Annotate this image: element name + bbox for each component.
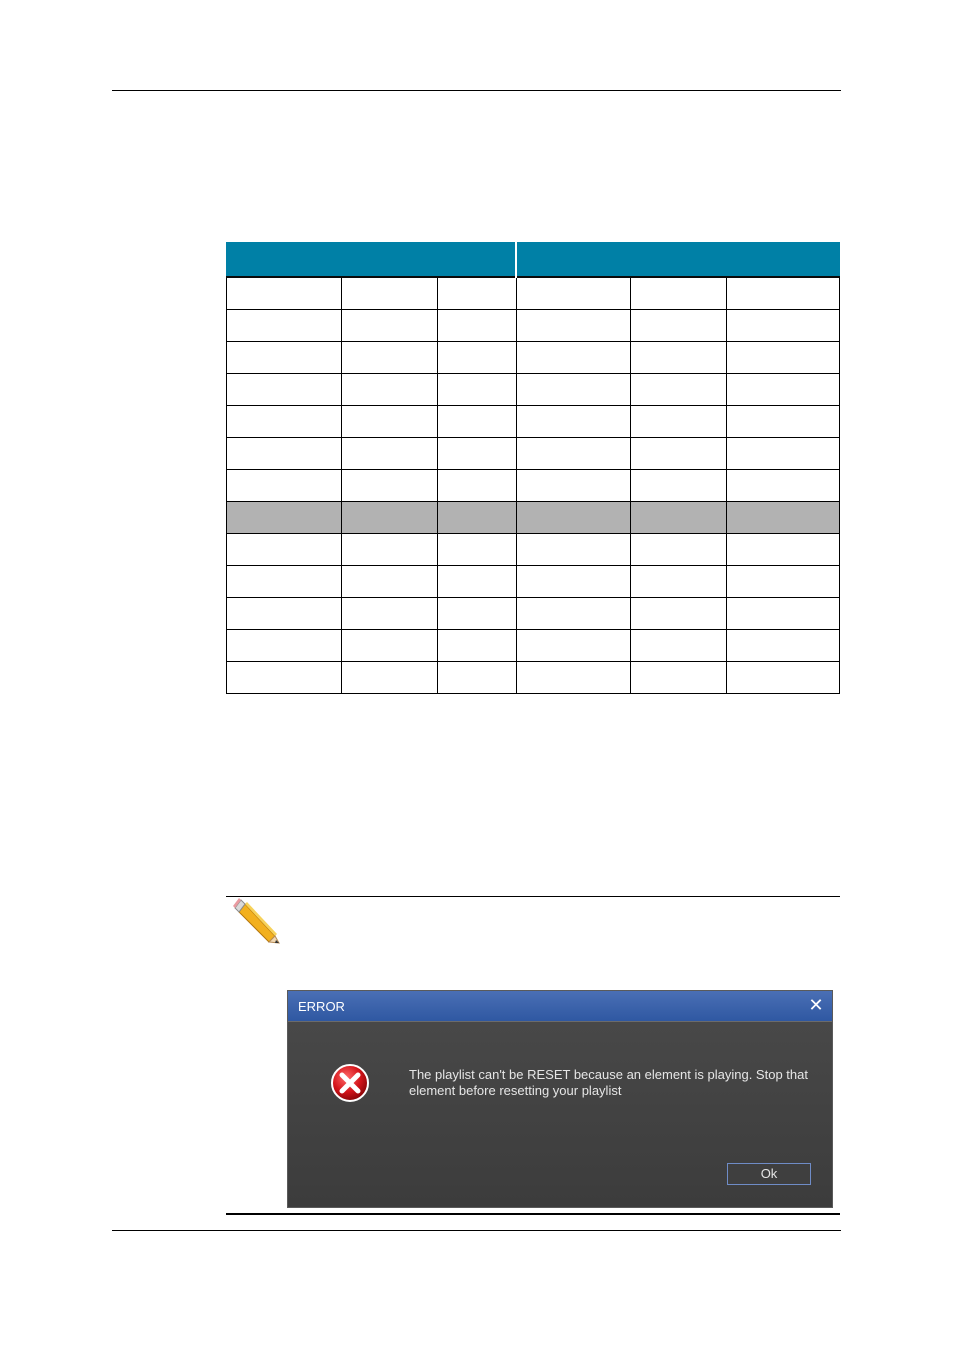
table-cell: [226, 342, 341, 374]
table-cell: [437, 502, 516, 534]
ok-button[interactable]: Ok: [727, 1163, 811, 1185]
table-cell: [516, 566, 630, 598]
table-cell: [437, 630, 516, 662]
table-cell: [226, 406, 341, 438]
table-row: [226, 598, 840, 630]
dialog-message: The playlist can't be RESET because an element is playing. Stop that element before resetting your playlist: [409, 1067, 808, 1098]
table-cell: [726, 310, 840, 342]
table-cell: [726, 406, 840, 438]
table-cell: [630, 630, 726, 662]
error-dialog: [287, 990, 833, 1208]
table-cell: [341, 470, 437, 502]
table-cell: [226, 662, 341, 694]
table-header-left: [226, 242, 515, 278]
table-cell: [630, 278, 726, 310]
table-cell: [630, 662, 726, 694]
table-cell: [341, 534, 437, 566]
table-cell: [516, 278, 630, 310]
table-cell: [630, 470, 726, 502]
table-cell: [630, 598, 726, 630]
table-cell: [630, 310, 726, 342]
table-row: [226, 662, 840, 694]
table-row: [226, 310, 840, 342]
table-cell: [226, 502, 341, 534]
table-cell: [437, 374, 516, 406]
table-cell: [630, 534, 726, 566]
table-cell: [226, 630, 341, 662]
table-row: [226, 278, 840, 310]
table-cell: [437, 438, 516, 470]
dialog-title-bar: [288, 991, 832, 1022]
table-cell: [226, 566, 341, 598]
footer-rule: [112, 1230, 841, 1231]
table-cell: [516, 470, 630, 502]
table-cell: [341, 502, 437, 534]
table-cell: [630, 342, 726, 374]
error-icon: [330, 1063, 370, 1103]
table-cell: [437, 406, 516, 438]
table-cell: [437, 534, 516, 566]
table-row: [226, 406, 840, 438]
table-cell: [516, 534, 630, 566]
note-bottom-rule: [226, 1213, 840, 1215]
table-cell: [437, 278, 516, 310]
table-cell: [341, 630, 437, 662]
table-cell: [226, 374, 341, 406]
table-cell: [437, 310, 516, 342]
table-cell: [726, 566, 840, 598]
table-row-shaded: [226, 502, 840, 534]
table-cell: [341, 406, 437, 438]
table-cell: [226, 534, 341, 566]
close-icon[interactable]: ✕: [808, 995, 824, 1016]
data-table: [226, 242, 840, 700]
table-cell: [726, 662, 840, 694]
table-cell: [341, 278, 437, 310]
table-cell: [341, 598, 437, 630]
table-cell: [437, 598, 516, 630]
table-cell: [726, 374, 840, 406]
table-cell: [516, 310, 630, 342]
table-cell: [516, 374, 630, 406]
table-row: [226, 342, 840, 374]
table-cell: [341, 662, 437, 694]
table-cell: [226, 310, 341, 342]
table-row: [226, 438, 840, 470]
table-cell: [726, 502, 840, 534]
table-cell: [437, 662, 516, 694]
table-cell: [437, 342, 516, 374]
table-cell: [726, 534, 840, 566]
table-cell: [341, 438, 437, 470]
table-cell: [630, 438, 726, 470]
table-cell: [516, 438, 630, 470]
dialog-title: ERROR: [298, 999, 345, 1014]
table-cell: [341, 342, 437, 374]
table-cell: [341, 310, 437, 342]
table-row: [226, 374, 840, 406]
table-cell: [516, 630, 630, 662]
table-cell: [726, 470, 840, 502]
table-cell: [726, 342, 840, 374]
table-cell: [516, 502, 630, 534]
table-cell: [630, 566, 726, 598]
table-row: [226, 534, 840, 566]
table-cell: [630, 406, 726, 438]
table-cell: [341, 566, 437, 598]
table-header-right: [517, 242, 840, 278]
table-cell: [516, 342, 630, 374]
header-rule: [112, 90, 841, 91]
table-cell: [226, 598, 341, 630]
table-row: [226, 630, 840, 662]
table-row: [226, 566, 840, 598]
table-cell: [726, 630, 840, 662]
table-cell: [226, 470, 341, 502]
table-cell: [437, 566, 516, 598]
table-cell: [516, 598, 630, 630]
table-cell: [437, 470, 516, 502]
table-body: [226, 278, 840, 694]
table-cell: [226, 438, 341, 470]
table-cell: [726, 598, 840, 630]
table-cell: [726, 438, 840, 470]
table-cell: [630, 374, 726, 406]
note-top-rule: [226, 896, 840, 897]
table-row: [226, 470, 840, 502]
table-cell: [226, 278, 341, 310]
table-cell: [341, 374, 437, 406]
table-cell: [726, 278, 840, 310]
table-cell: [516, 406, 630, 438]
table-cell: [630, 502, 726, 534]
table-cell: [516, 662, 630, 694]
pencil-icon: [231, 898, 281, 944]
